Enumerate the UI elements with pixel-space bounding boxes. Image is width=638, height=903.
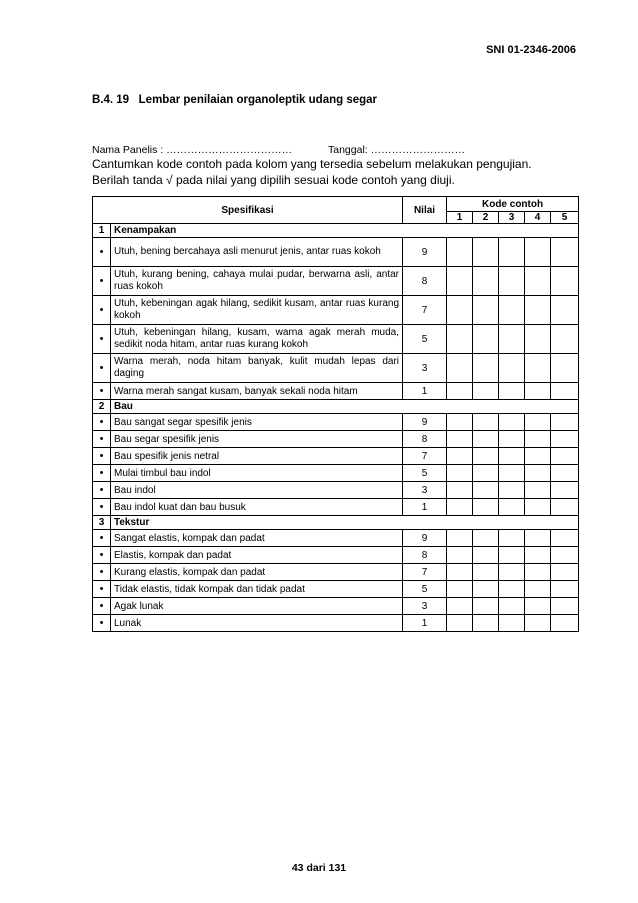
kode-check-cell[interactable] [447, 598, 473, 615]
kode-check-cell[interactable] [551, 547, 579, 564]
table-row [93, 267, 579, 296]
nilai-cell: 1 [403, 499, 447, 516]
bullet-icon: • [93, 598, 111, 615]
spesifikasi-cell: Sangat elastis, kompak dan padat [111, 530, 403, 547]
kode-check-cell[interactable] [525, 238, 551, 267]
nilai-cell: 9 [403, 530, 447, 547]
kode-check-cell[interactable] [551, 383, 579, 400]
kode-check-cell[interactable] [551, 581, 579, 598]
spesifikasi-cell: Utuh, kurang bening, cahaya mulai pudar, berwarna asli, antar ruas kokoh [111, 267, 403, 296]
bullet-icon: • [93, 499, 111, 516]
nilai-cell: 8 [403, 267, 447, 296]
nilai-cell: 9 [403, 238, 447, 267]
kode-check-cell[interactable] [473, 465, 499, 482]
section-row [93, 224, 579, 238]
kode-check-cell[interactable] [499, 598, 525, 615]
bullet-icon: • [93, 414, 111, 431]
kode-check-cell[interactable] [447, 465, 473, 482]
kode-check-cell[interactable] [551, 598, 579, 615]
table-row [93, 448, 579, 465]
nilai-cell: 1 [403, 615, 447, 632]
bullet-icon: • [93, 465, 111, 482]
kode-check-cell[interactable] [525, 414, 551, 431]
section-number: 1 [93, 224, 111, 238]
panelis-field[interactable]: Nama Panelis : ……………………………… [92, 144, 293, 156]
bullet-icon: • [93, 354, 111, 383]
kode-check-cell[interactable] [525, 296, 551, 325]
spesifikasi-cell: Kurang elastis, kompak dan padat [111, 564, 403, 581]
nilai-cell: 5 [403, 325, 447, 354]
table-row [93, 547, 579, 564]
kode-check-cell[interactable] [551, 414, 579, 431]
header-spesifikasi: Spesifikasi [93, 197, 403, 224]
table-row [93, 296, 579, 325]
kode-check-cell[interactable] [551, 448, 579, 465]
kode-check-cell[interactable] [473, 354, 499, 383]
nilai-cell: 7 [403, 296, 447, 325]
kode-col-header: 1 [447, 212, 473, 224]
kode-check-cell[interactable] [473, 414, 499, 431]
kode-check-cell[interactable] [499, 354, 525, 383]
spesifikasi-cell: Bau spesifik jenis netral [111, 448, 403, 465]
kode-check-cell[interactable] [447, 383, 473, 400]
kode-check-cell[interactable] [525, 354, 551, 383]
kode-check-cell[interactable] [525, 547, 551, 564]
spesifikasi-cell: Bau indol [111, 482, 403, 499]
nilai-cell: 7 [403, 448, 447, 465]
kode-check-cell[interactable] [473, 547, 499, 564]
bullet-icon: • [93, 267, 111, 296]
kode-check-cell[interactable] [551, 530, 579, 547]
kode-check-cell[interactable] [499, 296, 525, 325]
kode-check-cell[interactable] [499, 238, 525, 267]
kode-check-cell[interactable] [447, 354, 473, 383]
kode-check-cell[interactable] [551, 354, 579, 383]
nilai-cell: 1 [403, 383, 447, 400]
kode-check-cell[interactable] [447, 615, 473, 632]
table-row [93, 530, 579, 547]
header-nilai: Nilai [403, 197, 447, 224]
nilai-cell: 8 [403, 547, 447, 564]
kode-check-cell[interactable] [473, 267, 499, 296]
kode-check-cell[interactable] [473, 499, 499, 516]
section-number: 2 [93, 400, 111, 414]
table-row [93, 465, 579, 482]
kode-check-cell[interactable] [551, 499, 579, 516]
section-row [93, 516, 579, 530]
kode-check-cell[interactable] [551, 238, 579, 267]
kode-check-cell[interactable] [551, 482, 579, 499]
kode-check-cell[interactable] [473, 431, 499, 448]
kode-check-cell[interactable] [473, 238, 499, 267]
bullet-icon: • [93, 325, 111, 354]
table-row [93, 383, 579, 400]
document-code: SNI 01-2346-2006 [486, 44, 576, 56]
kode-check-cell[interactable] [473, 482, 499, 499]
kode-check-cell[interactable] [447, 564, 473, 581]
bullet-icon: • [93, 564, 111, 581]
nilai-cell: 3 [403, 354, 447, 383]
nilai-cell: 5 [403, 581, 447, 598]
kode-check-cell[interactable] [473, 581, 499, 598]
kode-check-cell[interactable] [525, 530, 551, 547]
table-row [93, 564, 579, 581]
kode-check-cell[interactable] [525, 615, 551, 632]
table-row [93, 431, 579, 448]
bullet-icon: • [93, 530, 111, 547]
nilai-cell: 9 [403, 414, 447, 431]
kode-check-cell[interactable] [499, 530, 525, 547]
kode-check-cell[interactable] [447, 448, 473, 465]
spesifikasi-cell: Utuh, kebeningan agak hilang, sedikit kusam, antar ruas kurang kokoh [111, 296, 403, 325]
section-name: Bau [111, 400, 579, 414]
kode-check-cell[interactable] [473, 448, 499, 465]
spesifikasi-cell: Utuh, kebeningan hilang, kusam, warna agak merah muda, sedikit noda hitam, antar ruas kurang kokoh [111, 325, 403, 354]
bullet-icon: • [93, 482, 111, 499]
kode-check-cell[interactable] [447, 499, 473, 516]
section-row [93, 400, 579, 414]
kode-check-cell[interactable] [499, 499, 525, 516]
kode-check-cell[interactable] [499, 581, 525, 598]
kode-check-cell[interactable] [499, 615, 525, 632]
bullet-icon: • [93, 383, 111, 400]
kode-check-cell[interactable] [473, 296, 499, 325]
nilai-cell: 3 [403, 482, 447, 499]
kode-check-cell[interactable] [551, 615, 579, 632]
kode-col-header: 2 [473, 212, 499, 224]
kode-check-cell[interactable] [525, 598, 551, 615]
bullet-icon: • [93, 448, 111, 465]
kode-check-cell[interactable] [447, 296, 473, 325]
spesifikasi-cell: Bau segar spesifik jenis [111, 431, 403, 448]
section-name: Kenampakan [111, 224, 579, 238]
section-title: B.4. 19 Lembar penilaian organoleptik udang segar [92, 94, 378, 106]
kode-check-cell[interactable] [499, 431, 525, 448]
instruction-line-1: Cantumkan kode contoh pada kolom yang tersedia sebelum melakukan pengujian. [92, 157, 532, 171]
kode-check-cell[interactable] [499, 267, 525, 296]
spesifikasi-cell: Elastis, kompak dan padat [111, 547, 403, 564]
kode-check-cell[interactable] [447, 325, 473, 354]
assessment-table [92, 196, 579, 632]
kode-check-cell[interactable] [447, 431, 473, 448]
table-row [93, 615, 579, 632]
tanggal-field[interactable]: Tanggal: ……………………… [328, 144, 466, 156]
kode-check-cell[interactable] [551, 296, 579, 325]
kode-check-cell[interactable] [499, 325, 525, 354]
kode-check-cell[interactable] [551, 431, 579, 448]
kode-check-cell[interactable] [499, 482, 525, 499]
kode-check-cell[interactable] [447, 482, 473, 499]
kode-check-cell[interactable] [447, 581, 473, 598]
kode-check-cell[interactable] [525, 581, 551, 598]
kode-check-cell[interactable] [499, 547, 525, 564]
kode-check-cell[interactable] [525, 383, 551, 400]
kode-check-cell[interactable] [525, 431, 551, 448]
kode-check-cell[interactable] [525, 482, 551, 499]
kode-check-cell[interactable] [473, 615, 499, 632]
spesifikasi-cell: Warna merah, noda hitam banyak, kulit mudah lepas dari daging [111, 354, 403, 383]
kode-check-cell[interactable] [499, 564, 525, 581]
instruction-line-2: Berilah tanda √ pada nilai yang dipilih sesuai kode contoh yang diuji. [92, 173, 455, 187]
kode-check-cell[interactable] [447, 238, 473, 267]
kode-check-cell[interactable] [473, 383, 499, 400]
kode-check-cell[interactable] [551, 465, 579, 482]
spesifikasi-cell: Warna merah sangat kusam, banyak sekali noda hitam [111, 383, 403, 400]
bullet-icon: • [93, 547, 111, 564]
kode-check-cell[interactable] [499, 414, 525, 431]
panelis-line [92, 144, 466, 156]
kode-check-cell[interactable] [499, 448, 525, 465]
table-row [93, 414, 579, 431]
page-number: 43 dari 131 [291, 862, 347, 874]
kode-check-cell[interactable] [473, 325, 499, 354]
kode-check-cell[interactable] [525, 499, 551, 516]
bullet-icon: • [93, 296, 111, 325]
table-row [93, 354, 579, 383]
spesifikasi-cell: Tidak elastis, tidak kompak dan tidak padat [111, 581, 403, 598]
kode-check-cell[interactable] [499, 465, 525, 482]
kode-col-header: 4 [525, 212, 551, 224]
kode-check-cell[interactable] [525, 267, 551, 296]
nilai-cell: 3 [403, 598, 447, 615]
kode-check-cell[interactable] [525, 325, 551, 354]
spesifikasi-cell: Bau indol kuat dan bau busuk [111, 499, 403, 516]
spesifikasi-cell: Utuh, bening bercahaya asli menurut jenis, antar ruas kokoh [111, 238, 403, 267]
kode-check-cell[interactable] [447, 530, 473, 547]
kode-check-cell[interactable] [551, 564, 579, 581]
bullet-icon: • [93, 238, 111, 267]
bullet-icon: • [93, 581, 111, 598]
table-row [93, 238, 579, 267]
spesifikasi-cell: Mulai timbul bau indol [111, 465, 403, 482]
kode-check-cell[interactable] [525, 465, 551, 482]
bullet-icon: • [93, 431, 111, 448]
kode-col-header: 3 [499, 212, 525, 224]
nilai-cell: 8 [403, 431, 447, 448]
nilai-cell: 5 [403, 465, 447, 482]
table-row [93, 499, 579, 516]
kode-col-header: 5 [551, 212, 579, 224]
section-number: 3 [93, 516, 111, 530]
table-row [93, 325, 579, 354]
kode-check-cell[interactable] [551, 267, 579, 296]
kode-check-cell[interactable] [551, 325, 579, 354]
section-name: Tekstur [111, 516, 579, 530]
kode-check-cell[interactable] [499, 383, 525, 400]
header-kode-contoh: Kode contoh [447, 197, 579, 212]
spesifikasi-cell: Bau sangat segar spesifik jenis [111, 414, 403, 431]
kode-check-cell[interactable] [525, 564, 551, 581]
bullet-icon: • [93, 615, 111, 632]
table-row [93, 598, 579, 615]
table-row [93, 482, 579, 499]
kode-check-cell[interactable] [473, 530, 499, 547]
spesifikasi-cell: Agak lunak [111, 598, 403, 615]
kode-check-cell[interactable] [447, 414, 473, 431]
kode-check-cell[interactable] [447, 267, 473, 296]
kode-check-cell[interactable] [473, 598, 499, 615]
table-row [93, 581, 579, 598]
kode-check-cell[interactable] [447, 547, 473, 564]
kode-check-cell[interactable] [473, 564, 499, 581]
nilai-cell: 7 [403, 564, 447, 581]
spesifikasi-cell: Lunak [111, 615, 403, 632]
kode-check-cell[interactable] [525, 448, 551, 465]
